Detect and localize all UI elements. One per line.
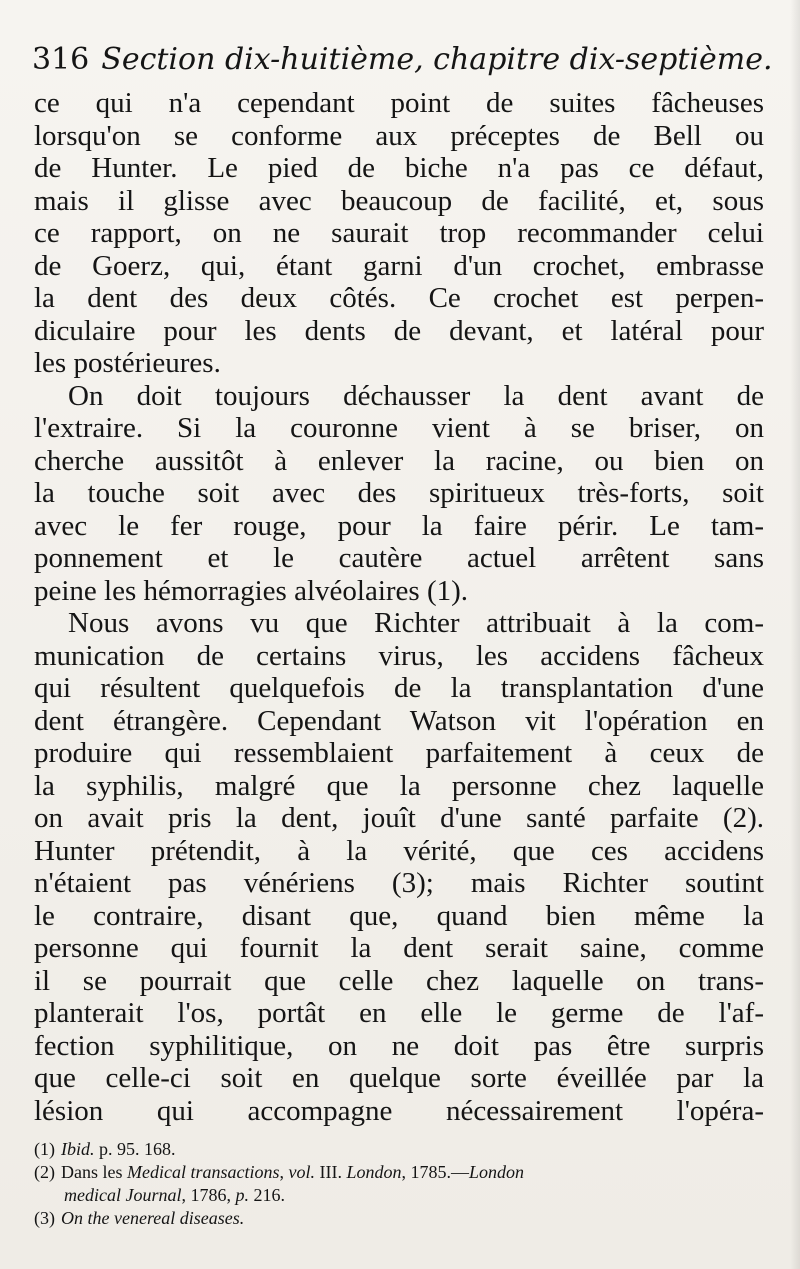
text-line: peine les hémorragies alvéolaires (1). — [34, 574, 469, 607]
running-title: Section dix-huitième, chapitre dix-septième. — [101, 42, 773, 77]
footnote — [34, 1207, 774, 1230]
text-line: les postérieures. — [34, 347, 221, 379]
footnote-text: London — [346, 1162, 402, 1182]
text-line: de Hunter. Le pied de biche n'a pas ce défaut, — [34, 152, 764, 184]
footnote-text: Medical transactions — [127, 1162, 280, 1182]
footnote-text: Ibid. — [61, 1139, 95, 1159]
text-line: On doit toujours déchausser la dent avant de — [68, 379, 764, 412]
footnote-text: London — [468, 1162, 524, 1182]
footnote-text: p. 95. 168. — [94, 1139, 176, 1159]
text-line: que celle-ci soit en quelque sorte éveillée par la — [34, 1062, 764, 1094]
footnote — [34, 1161, 774, 1184]
text-line: qui résultent quelquefois de la transplantation d'une — [34, 672, 764, 704]
text-line: la touche soit avec des spiritueux très-forts, soit — [34, 477, 764, 509]
text-line: cherche aussitôt à enlever la racine, ou bien on — [34, 444, 764, 477]
footnote-text: Dans les — [61, 1162, 127, 1182]
footnote-text: 216. — [248, 1185, 285, 1205]
text-line: il se pourrait que celle chez laquelle on trans- — [34, 964, 764, 997]
footnote-text: p. — [235, 1185, 249, 1205]
text-line: Nous avons vu que Richter attribuait à la com- — [68, 607, 764, 639]
footnote-text: , 1786, — [181, 1185, 236, 1205]
text-line: la dent des deux côtés. Ce crochet est perpen- — [34, 282, 764, 314]
text-line: munication de certains virus, les accidens fâcheux — [34, 639, 764, 672]
body-text — [34, 87, 764, 1127]
footnote-text: vol. — [288, 1162, 315, 1182]
footnote-text: On the venereal diseases. — [61, 1208, 245, 1228]
text-line: le contraire, disant que, quand bien même la — [34, 899, 764, 932]
text-line: Hunter prétendit, à la vérité, que ces accidens — [34, 834, 764, 867]
footnote-marker: (1) — [34, 1139, 55, 1159]
text-line: dent étrangère. Cependant Watson vit l'opération en — [34, 704, 764, 737]
footnotes — [34, 1138, 774, 1230]
text-line: fection syphilitique, on ne doit pas être surpris — [34, 1029, 764, 1062]
text-line: ce qui n'a cependant point de suites fâcheuses — [34, 87, 764, 119]
text-line: n'étaient pas vénériens (3); mais Richter soutint — [34, 867, 764, 899]
text-line: ce rapport, on ne saurait trop recommander celui — [34, 217, 764, 249]
text-line: mais il glisse avec beaucoup de facilité, et, sous — [34, 184, 764, 217]
text-line: ponnement et le cautère actuel arrêtent sans — [34, 542, 764, 574]
text-line: produire qui ressemblaient parfaitement à ceux de — [34, 737, 764, 769]
footnote — [34, 1138, 774, 1161]
footnote — [34, 1184, 774, 1207]
text-line: planterait l'os, portât en elle le germe de l'af- — [34, 997, 764, 1029]
text-line: lorsqu'on se conforme aux préceptes de Bell ou — [34, 119, 764, 152]
page-number: 316 — [32, 42, 90, 77]
footnote-text: medical Journal — [64, 1185, 182, 1205]
text-line: diculaire pour les dents de devant, et latéral pour — [34, 314, 764, 347]
text-line: l'extraire. Si la couronne vient à se briser, on — [34, 412, 764, 444]
footnote-marker: (3) — [34, 1208, 55, 1228]
text-line: avec le fer rouge, pour la faire périr. Le tam- — [34, 509, 764, 542]
text-line: lésion qui accompagne nécessairement l'opéra- — [34, 1094, 764, 1127]
footnote-text: III. — [314, 1162, 347, 1182]
footnote-marker: (2) — [34, 1162, 55, 1182]
text-line: la syphilis, malgré que la personne chez laquelle — [34, 769, 764, 802]
text-line: personne qui fournit la dent serait saine, comme — [34, 932, 764, 964]
text-line: de Goerz, qui, étant garni d'un crochet, embrasse — [34, 249, 764, 282]
running-header — [32, 40, 773, 80]
footnote-text: , — [279, 1162, 289, 1182]
page-edge-shadow — [790, 0, 800, 1269]
text-line: on avait pris la dent, jouît d'une santé parfaite (2). — [34, 802, 764, 834]
footnote-text: , 1785.— — [401, 1162, 469, 1182]
